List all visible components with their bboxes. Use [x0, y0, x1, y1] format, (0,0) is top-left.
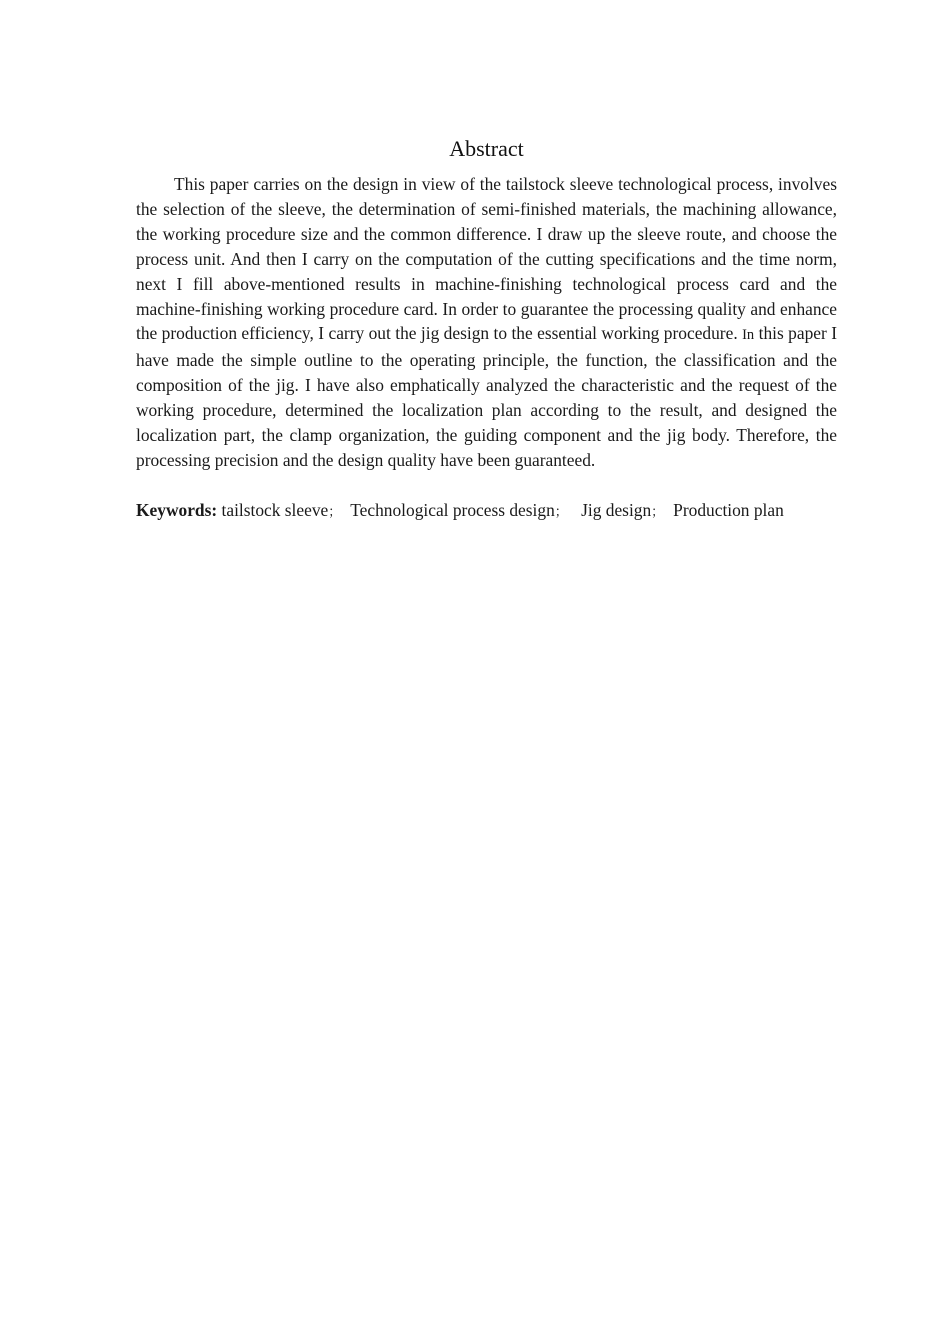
abstract-body	[136, 172, 837, 473]
keywords-label: Keywords:	[136, 499, 218, 520]
keyword-item: Jig design	[581, 499, 652, 520]
keyword-item: Production plan	[673, 499, 784, 520]
abstract-section	[136, 134, 837, 542]
keyword-separator: ；	[554, 503, 568, 519]
abstract-text-in: In	[742, 327, 755, 344]
abstract-title: Abstract	[449, 136, 524, 161]
abstract-text-part2: this paper I have made the simple outline to the operating principle, the function, the classification and the composition of the jig. I have also emphatically analyzed the characteristic and the request of the working procedure, determined the localization plan according to the result, and designed the localization part, the clamp organization, the guiding component and the jig body. Therefore, the processing precision and the design quality have been guaranteed.	[136, 323, 837, 470]
keyword-separator: ；	[328, 503, 342, 519]
keywords-line	[136, 498, 837, 525]
keyword-item: Technological process design	[350, 499, 555, 520]
keyword-separator: ；	[651, 503, 665, 519]
keyword-item: tailstock sleeve	[221, 499, 329, 520]
abstract-text-part1: This paper carries on the design in view of the tailstock sleeve technological process, involves the selection of the sleeve, the determination of semi-finished materials, the machining allowance, the working procedure size and the common difference. I draw up the sleeve route, and choose the process unit. And then I carry on the computation of the cutting specifications and the time norm, next I fill above-mentioned results in machine-finishing technological process card and the machine-finishing working procedure card. In order to guarantee the processing quality and enhance the production efficiency, I carry out the jig design to the essential working procedure.	[136, 174, 837, 344]
